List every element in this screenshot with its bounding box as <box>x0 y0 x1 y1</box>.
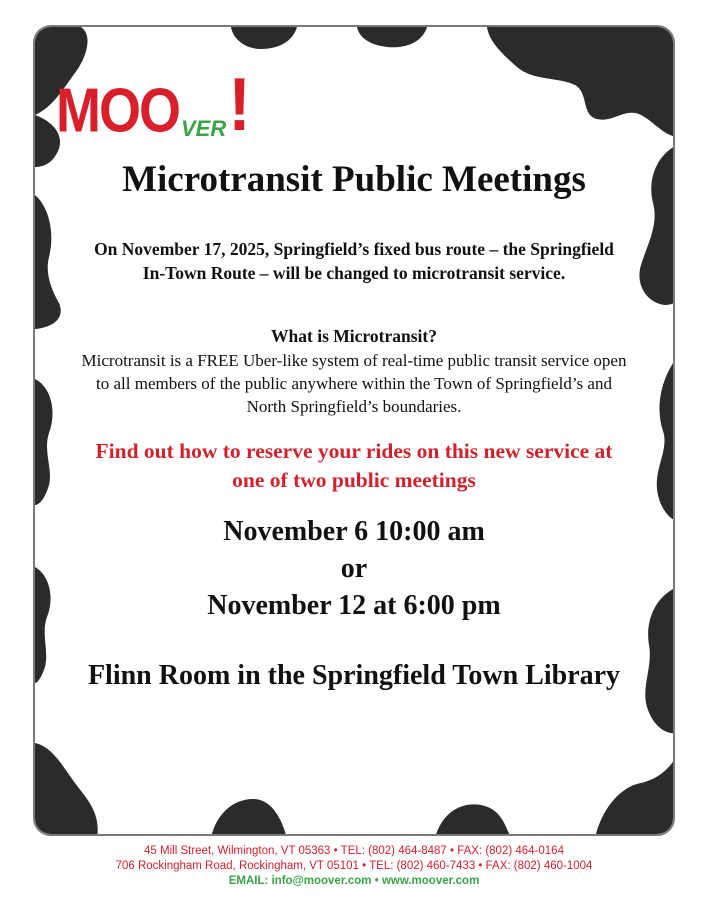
intro-paragraph: On November 17, 2025, Springfield’s fixed bus route – the Springfield In-Town Route – will be changed to microtransit service. <box>94 239 614 283</box>
cow-spot <box>35 195 61 329</box>
logo-ver-text: VER <box>181 116 227 141</box>
footer-email-website[interactable]: EMAIL: info@moover.com • www.moover.com <box>228 875 480 887</box>
cow-spot <box>357 27 427 47</box>
what-is-description: Microtransit is a FREE Uber-like system of real-time public transit service open to all members of the public anywhere within the Town of Springfield’s and North Springfield’s boundaries. <box>81 351 627 416</box>
cow-spot <box>435 804 511 836</box>
footer-address-rockingham: 706 Rockingham Road, Rockingham, VT 05101 • TEL: (802) 460-7433 • FAX: (802) 460-1004 <box>115 860 593 872</box>
footer-address-wilmington: 45 Mill Street, Wilmington, VT 05363 • TEL: (802) 464-8487 • FAX: (802) 464-0164 <box>144 845 564 857</box>
logo-moo-text: MOO <box>56 76 179 146</box>
cow-spot <box>231 27 297 49</box>
meeting-dates <box>0 513 708 624</box>
page-title: Microtransit Public Meetings <box>122 159 586 200</box>
cow-spot <box>657 357 675 521</box>
logo-exclamation: ! <box>228 62 251 147</box>
cow-spots-decoration <box>35 27 675 836</box>
cow-spot <box>595 755 675 836</box>
meeting-or-separator: or <box>340 553 368 584</box>
cow-spot <box>35 743 98 836</box>
meeting-venue: Flinn Room in the Springfield Town Library <box>87 660 621 691</box>
cow-spot <box>35 379 53 505</box>
moover-logo <box>56 62 251 147</box>
cow-spot <box>487 27 675 137</box>
meeting-date-first: November 6 10:00 am <box>223 516 485 547</box>
what-is-heading: What is Microtransit? <box>271 326 437 346</box>
meeting-date-second: November 12 at 6:00 pm <box>207 590 501 621</box>
cow-spot <box>211 799 287 836</box>
footer-contact <box>0 844 708 889</box>
cow-print-border-frame <box>33 25 675 836</box>
call-to-action: Find out how to reserve your rides on this new service at one of two public meetings <box>95 439 613 492</box>
